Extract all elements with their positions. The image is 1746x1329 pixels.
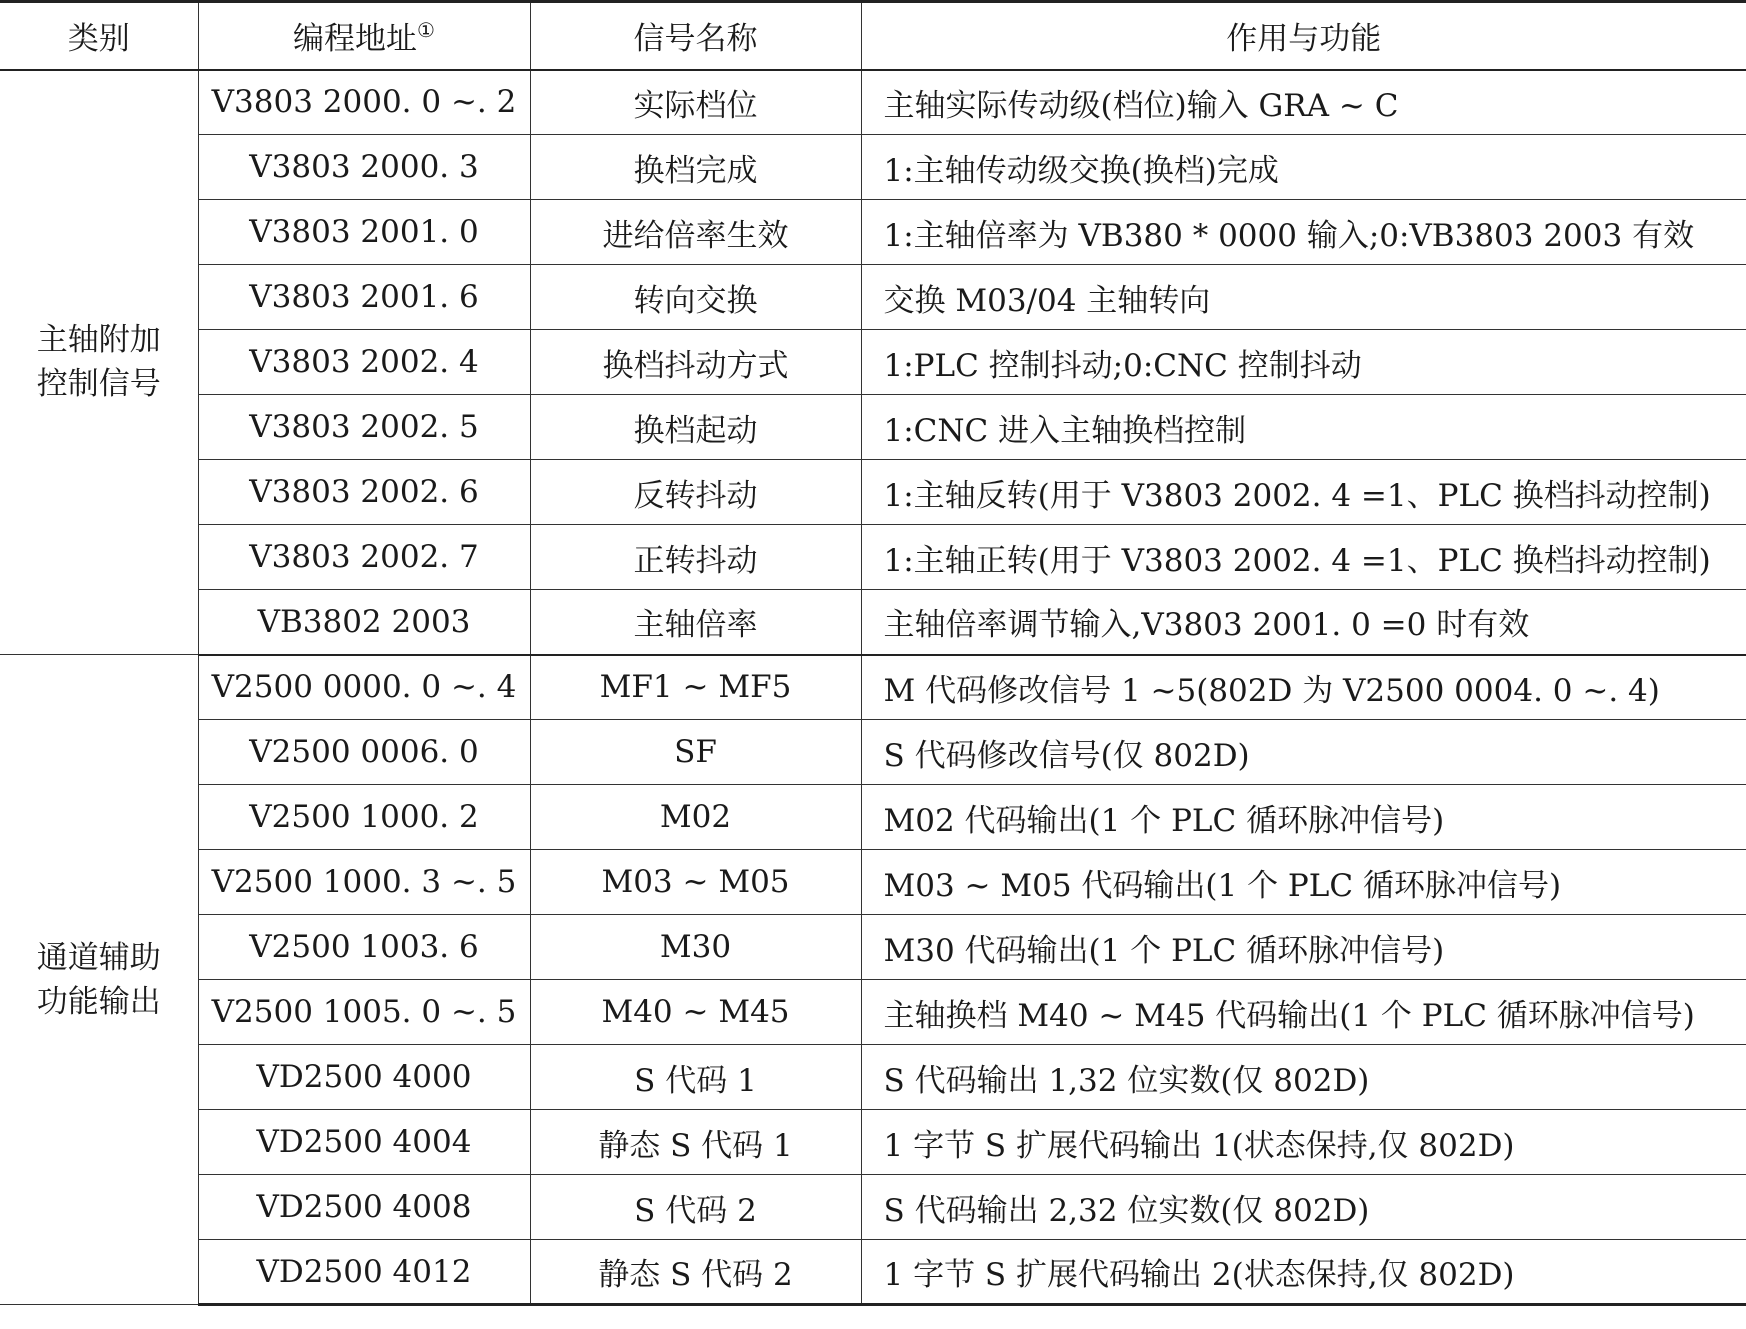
table-row: [0, 915, 1746, 980]
signal-name-cell: 换档抖动方式: [530, 330, 861, 395]
table-row: [0, 460, 1746, 525]
signal-name-cell: M40 ~ M45: [530, 980, 861, 1045]
table-row: [0, 785, 1746, 850]
footnote-marker: ①: [417, 18, 435, 43]
function-cell: 1:主轴反转(用于 V3803 2002. 4 =1、PLC 换档抖动控制): [861, 460, 1746, 525]
table-row: [0, 720, 1746, 785]
function-cell: 1 字节 S 扩展代码输出 2(状态保持,仅 802D): [861, 1240, 1746, 1305]
function-cell: 主轴实际传动级(档位)输入 GRA ~ C: [861, 70, 1746, 135]
table-row: [0, 1240, 1746, 1305]
address-cell: V3803 2002. 4: [198, 330, 530, 395]
address-cell: V2500 0006. 0: [198, 720, 530, 785]
function-cell: 交换 M03/04 主轴转向: [861, 265, 1746, 330]
signal-name-cell: M02: [530, 785, 861, 850]
signal-name-cell: 转向交换: [530, 265, 861, 330]
header-category: 类别: [0, 2, 198, 70]
signal-name-cell: S 代码 1: [530, 1045, 861, 1110]
header-address-label: 编程地址: [293, 21, 418, 58]
category-label-line2: 功能输出: [36, 983, 161, 1020]
address-cell: VB3802 2003: [198, 590, 530, 655]
header-signal: 信号名称: [530, 2, 861, 70]
table-row: [0, 1045, 1746, 1110]
table-row: [0, 590, 1746, 655]
category-label-line2: 控制信号: [36, 366, 161, 403]
address-cell: V2500 1000. 3 ~. 5: [198, 850, 530, 915]
function-cell: S 代码输出 1,32 位实数(仅 802D): [861, 1045, 1746, 1110]
header-function: 作用与功能: [861, 2, 1746, 70]
table-row: [0, 200, 1746, 265]
address-cell: V3803 2000. 3: [198, 135, 530, 200]
category-cell-channel: [0, 655, 198, 1305]
signal-name-cell: MF1 ~ MF5: [530, 655, 861, 720]
function-cell: 主轴倍率调节输入,V3803 2001. 0 =0 时有效: [861, 590, 1746, 655]
table-row: [0, 395, 1746, 460]
function-cell: M03 ~ M05 代码输出(1 个 PLC 循环脉冲信号): [861, 850, 1746, 915]
function-cell: 1:CNC 进入主轴换档控制: [861, 395, 1746, 460]
address-cell: V2500 1005. 0 ~. 5: [198, 980, 530, 1045]
header-row: [0, 2, 1746, 70]
function-cell: S 代码输出 2,32 位实数(仅 802D): [861, 1175, 1746, 1240]
table-row: [0, 525, 1746, 590]
category-cell-spindle: [0, 70, 198, 655]
address-cell: VD2500 4012: [198, 1240, 530, 1305]
function-cell: 1:主轴正转(用于 V3803 2002. 4 =1、PLC 换档抖动控制): [861, 525, 1746, 590]
signal-name-cell: 换档完成: [530, 135, 861, 200]
address-cell: VD2500 4004: [198, 1110, 530, 1175]
table-row: [0, 980, 1746, 1045]
table-row: [0, 1175, 1746, 1240]
function-cell: S 代码修改信号(仅 802D): [861, 720, 1746, 785]
address-cell: V2500 0000. 0 ~. 4: [198, 655, 530, 720]
function-cell: 主轴换档 M40 ~ M45 代码输出(1 个 PLC 循环脉冲信号): [861, 980, 1746, 1045]
table-header: [0, 2, 1746, 70]
function-cell: M 代码修改信号 1 ~5(802D 为 V2500 0004. 0 ~. 4): [861, 655, 1746, 720]
category-label-line1: 主轴附加: [36, 322, 161, 359]
signal-name-cell: 实际档位: [530, 70, 861, 135]
table-row: [0, 850, 1746, 915]
address-cell: V2500 1003. 6: [198, 915, 530, 980]
function-cell: 1:PLC 控制抖动;0:CNC 控制抖动: [861, 330, 1746, 395]
address-cell: V3803 2001. 0: [198, 200, 530, 265]
signal-name-cell: 正转抖动: [530, 525, 861, 590]
table-row: [0, 655, 1746, 720]
table-row: [0, 330, 1746, 395]
table-body: [0, 70, 1746, 1305]
signal-name-cell: SF: [530, 720, 861, 785]
address-cell: VD2500 4000: [198, 1045, 530, 1110]
address-cell: VD2500 4008: [198, 1175, 530, 1240]
function-cell: 1:主轴倍率为 VB380 * 0000 输入;0:VB3803 2003 有效: [861, 200, 1746, 265]
signal-name-cell: M03 ~ M05: [530, 850, 861, 915]
category-label-line1: 通道辅助: [36, 939, 161, 976]
header-address: [198, 2, 530, 70]
address-cell: V3803 2002. 5: [198, 395, 530, 460]
signal-name-cell: S 代码 2: [530, 1175, 861, 1240]
signal-name-cell: 进给倍率生效: [530, 200, 861, 265]
table-row: [0, 1110, 1746, 1175]
function-cell: M30 代码输出(1 个 PLC 循环脉冲信号): [861, 915, 1746, 980]
address-cell: V2500 1000. 2: [198, 785, 530, 850]
signal-name-cell: M30: [530, 915, 861, 980]
signal-name-cell: 反转抖动: [530, 460, 861, 525]
signal-name-cell: 主轴倍率: [530, 590, 861, 655]
address-cell: V3803 2000. 0 ~. 2: [198, 70, 530, 135]
address-cell: V3803 2001. 6: [198, 265, 530, 330]
function-cell: 1:主轴传动级交换(换档)完成: [861, 135, 1746, 200]
address-cell: V3803 2002. 6: [198, 460, 530, 525]
table-row: [0, 135, 1746, 200]
signal-name-cell: 静态 S 代码 1: [530, 1110, 861, 1175]
function-cell: M02 代码输出(1 个 PLC 循环脉冲信号): [861, 785, 1746, 850]
table-row: [0, 70, 1746, 135]
signal-name-cell: 换档起动: [530, 395, 861, 460]
table-row: [0, 265, 1746, 330]
function-cell: 1 字节 S 扩展代码输出 1(状态保持,仅 802D): [861, 1110, 1746, 1175]
address-cell: V3803 2002. 7: [198, 525, 530, 590]
signal-name-cell: 静态 S 代码 2: [530, 1240, 861, 1305]
